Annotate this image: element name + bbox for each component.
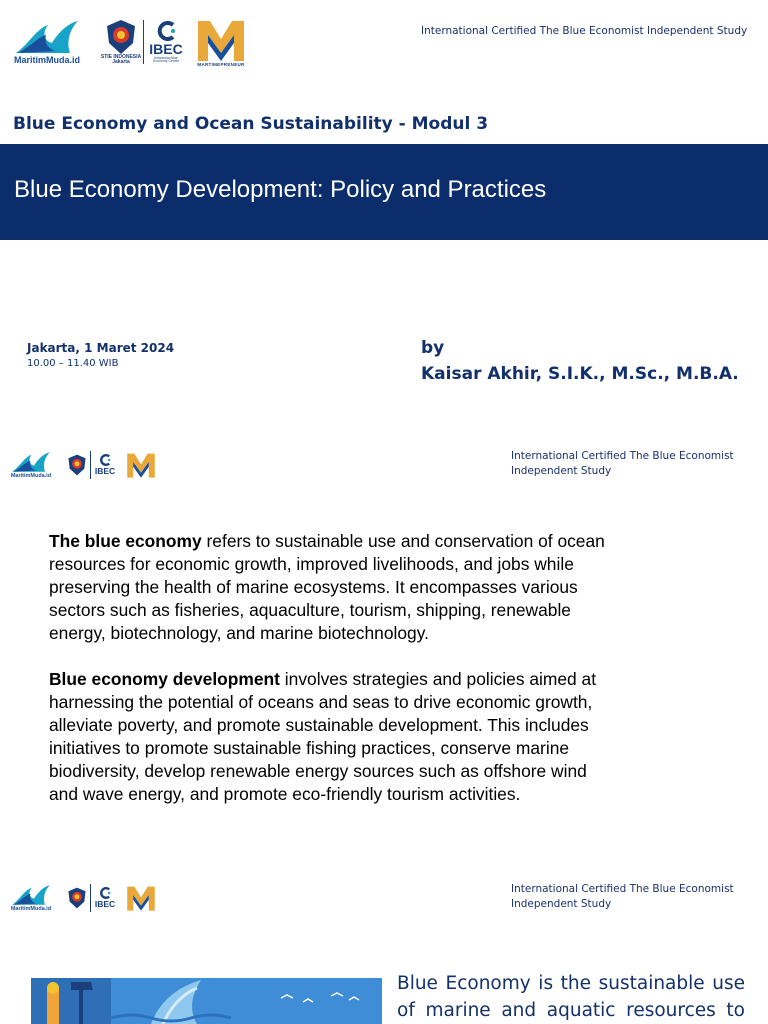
ocean-scene-illustration (31, 978, 382, 1024)
side-text-line2: of marine and aquatic resources to (397, 1000, 745, 1021)
module-title: Blue Economy and Ocean Sustainability - Modul 3 (13, 114, 489, 134)
stie-logo (66, 454, 88, 476)
blue-economy-development-paragraph (49, 668, 689, 806)
para1-line4: sectors such as fisheries, aquaculture, tourism, shipping, renewable (49, 600, 571, 620)
maritimmuda-wordmark: MaritimMuda.id (13, 55, 80, 65)
martreneur-logo (195, 17, 247, 68)
maritimmuda-logo (10, 451, 52, 479)
logo-divider (90, 884, 91, 912)
side-text-line1: Blue Economy is the sustainable use (397, 973, 745, 994)
martreneur-wordmark: MARTIMEPRENEUR (197, 61, 245, 67)
slide3-tagline-line2: Independent Study (511, 898, 612, 910)
ibec-wordmark: IBEC (94, 466, 116, 476)
by-label: by (421, 338, 445, 358)
wave-icon (14, 19, 80, 55)
title-banner (0, 144, 768, 240)
slide2-tagline-line1: International Certified The Blue Economist (511, 450, 734, 462)
development-term: Blue economy development (49, 669, 280, 689)
stie-emblem-icon (67, 454, 87, 476)
ibec-logo (93, 454, 117, 476)
para2-line3: alleviate poverty, and promote sustainable development. This includes (49, 715, 589, 735)
para2-line1 (49, 668, 689, 691)
blue-economy-illustration (31, 978, 382, 1024)
para2-line5: biodiversity, develop renewable energy sources such as offshore wind (49, 761, 587, 781)
ibec-logo (147, 21, 185, 64)
maritimmuda-logo (12, 19, 82, 65)
maritimmuda-wordmark: MaritimMuda.id (10, 473, 52, 479)
m-letter-icon (196, 17, 246, 63)
ibec-subtitle: Indonesia Blue Economy Center (152, 55, 180, 63)
author-name: Kaisar Akhir, S.I.K., M.Sc., M.B.A. (421, 364, 739, 384)
maritimmuda-wordmark: MaritimMuda.id (10, 906, 52, 912)
blue-economy-term: The blue economy (49, 531, 202, 551)
ibec-swirl-icon (98, 454, 112, 466)
para1-line2: resources for economic growth, improved livelihoods, and jobs while (49, 554, 574, 574)
wave-icon (11, 884, 51, 906)
ibec-swirl-icon (98, 887, 112, 899)
blue-economy-side-text (397, 970, 745, 1024)
maritimmuda-logo (10, 884, 52, 912)
m-letter-icon (126, 451, 156, 479)
para2-line2: harnessing the potential of oceans and seas to drive economic growth, (49, 692, 593, 712)
banner-title: Blue Economy Development: Policy and Practices (14, 176, 547, 203)
wave-icon (11, 451, 51, 473)
ibec-logo (93, 887, 117, 909)
stie-emblem-icon (67, 887, 87, 909)
slide3-tagline (511, 882, 734, 912)
para1-line1-text: refers to sustainable use and conservation of ocean (201, 531, 605, 551)
martreneur-logo (125, 451, 157, 479)
para1-line1 (49, 530, 689, 553)
logo-divider (90, 451, 91, 479)
blue-economy-definition (49, 530, 689, 645)
slide3-logo-strip (10, 881, 157, 915)
stie-logo (66, 887, 88, 909)
ibec-swirl-icon (155, 21, 177, 41)
presentation-time: 10.00 – 11.40 WIB (27, 358, 119, 369)
slide2-tagline-line2: Independent Study (511, 465, 612, 477)
para2-line6: and wave energy, and promote eco-friendly tourism activities. (49, 784, 521, 804)
slide3-tagline-line1: International Certified The Blue Economist (511, 883, 734, 895)
ibec-wordmark: IBEC (94, 899, 116, 909)
logo-divider (143, 20, 144, 64)
para1-line3: preserving the health of marine ecosystems. It encompasses various (49, 577, 578, 597)
m-letter-icon (126, 884, 156, 912)
stie-name: STIE INDONESIA (100, 53, 142, 60)
header-tagline: International Certified The Blue Economist Independent Study (421, 25, 748, 37)
stie-emblem-icon (105, 19, 137, 55)
para1-line5: energy, biotechnology, and marine biotechnology. (49, 623, 429, 643)
ibec-wordmark: IBEC (149, 40, 183, 57)
presentation-date: Jakarta, 1 Maret 2024 (27, 341, 175, 355)
slide2-tagline (511, 449, 734, 479)
top-logo-strip (12, 14, 247, 70)
stie-logo (102, 19, 140, 66)
stie-city: Jakarta (112, 59, 130, 65)
slide2-logo-strip (10, 448, 157, 482)
para2-line1-text: involves strategies and policies aimed at (279, 669, 597, 689)
para2-line4: initiatives to promote sustainable fishing practices, conserve marine (49, 738, 570, 758)
martreneur-logo (125, 884, 157, 912)
